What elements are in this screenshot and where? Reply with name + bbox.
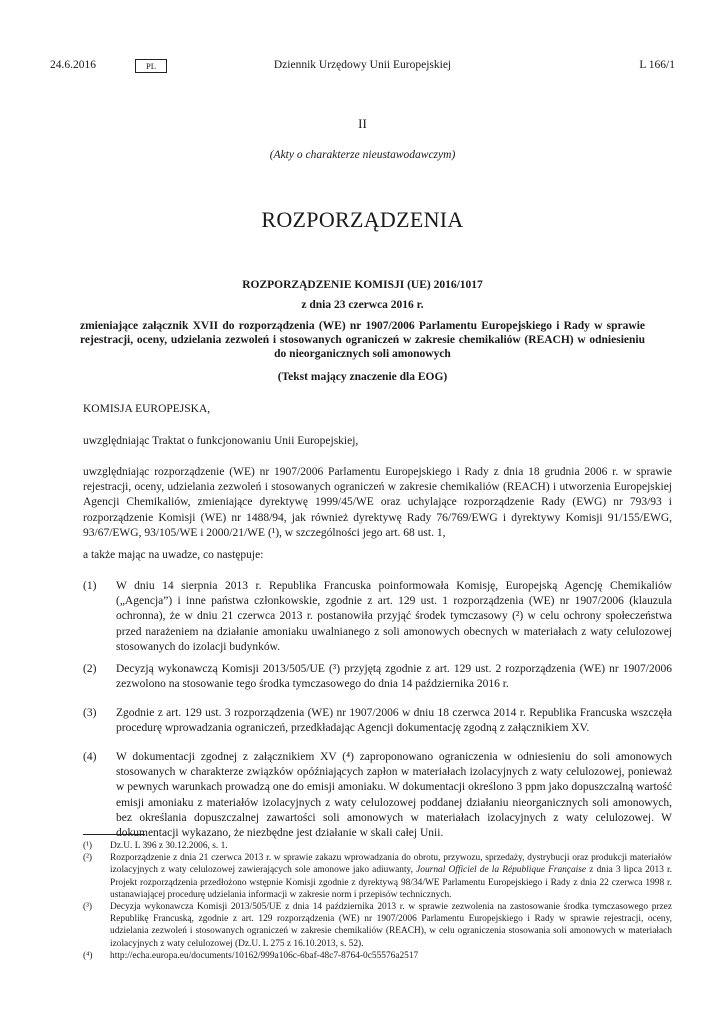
echa-document-link[interactable]: http://echa.europa.eu/documents/10162/999a106c-6baf-48c7-8764-0c55576a2517 xyxy=(110,950,419,961)
footnotes xyxy=(83,840,672,962)
footnote-marker: (¹) xyxy=(83,841,93,851)
footnote-4 xyxy=(83,950,672,962)
preamble-whereas: a także mając na uwadze, co następuje: xyxy=(83,549,264,561)
regulation-date: z dnia 23 czerwca 2016 r. xyxy=(301,299,424,311)
preamble-treaty: uwzględniając Traktat o funkcjonowaniu Unii Europejskiej, xyxy=(83,435,359,447)
recital-number: (4) xyxy=(83,751,97,763)
footnote-1: (¹) Dz.U. L 396 z 30.12.2006, s. 1. xyxy=(83,841,228,851)
footnote-2: (²) Rozporządzenie z dnia 21 czerwca 2013 r. w sprawie zakazu wprowadzania do obrotu, przywozu, sprzedaży, dystrybucji oraz produkcji materiałów izolacyjnych z waty celulozowej zawierających sole amonowe jako adiuwanty, Journal Officiel de la République Française z dnia 3 lipca 2013 r. Projekt rozporządzenia przedłożono wstępnie Komisji zgodnie z dyrektywą 98/34/WE Parlamentu Europejskiego i Rady z dnia 22 czerwca 1998 r. ustanawiającej procedurę udzielania informacji w zakresie norm i przepisów technicznych. xyxy=(83,853,673,900)
footnote-ref-4[interactable]: (⁴) xyxy=(342,751,354,763)
preamble-commission: KOMISJA EUROPEJSKA, xyxy=(83,403,211,415)
journal-officiel-title: Journal Officiel de la République Française xyxy=(416,865,587,876)
regulation-reference-end: , w szczególności jego art. 68 ust. 1, xyxy=(279,526,446,539)
footnote-ref-2[interactable]: (²) xyxy=(512,610,524,623)
regulation-subject: zmieniające załącznik XVII do rozporządzenia (WE) nr 1907/2006 Parlamentu Europejskiego i Rady w sprawie rejestracji, oceny, udzielania zezwoleń i stosowanych ograniczeń w zakresie chemikaliów (REACH) w odniesieniu do nieorganicznych soli amonowych xyxy=(80,320,645,360)
regulation-title: ROZPORZĄDZENIE KOMISJI (UE) 2016/1017 xyxy=(242,279,483,291)
recital-text: W dokumentacji zgodnej z załącznikiem XV (⁴) zaproponowano ograniczenia w odniesieniu do soli amonowych stosowanych w charakterze związków opóźniających zapłon w materiałach izolacyjnych z waty celulozowej, ponieważ w pewnych warunkach prowadzą one do emisji amoniaku. W dokumentacji określono 3 ppm jako dopuszczalną wartość emisji amoniaku z materiałów izolacyjnych z waty celulozowej poddanej działaniu nieorganicznych soli amonowych, bez określania dopuszczalnej zawartości soli amonowych w materiałach izolacyjnych z waty celulozowej. W dokumentacji wykazano, że niezbędne jest działanie w skali całej Unii. xyxy=(116,751,672,840)
footnote-marker: (²) xyxy=(83,853,93,864)
recital-text: W dniu 14 sierpnia 2013 r. Republika Francuska poinformowała Komisję, Europejską Agencję Chemikaliów („Agencja”) i inne państwa członkowskie, zgodnie z art. 129 ust. 1 rozporządzenia (WE) nr 1907/2006 (klauzula ochronna), że w dniu 21 czerwca 2013 r. postanowiła przyjąć środek tymczasowy (²) w celu ochrony społeczeństwa przed narażeniem na działanie amoniaku uwalnianego z soli amonowych obecnych w materiałach z waty celulozowej stosowanych do izolacji budynków. xyxy=(116,580,673,653)
footnote-separator xyxy=(83,834,145,835)
recital-number: (3) xyxy=(83,707,97,719)
recital-number: (2) xyxy=(83,663,97,675)
footnote-marker: (³) xyxy=(83,902,93,913)
eea-relevance-note: (Tekst mający znaczenie dla EOG) xyxy=(277,371,448,383)
footnote-3: (³) Decyzja wykonawcza Komisji 2013/505/UE z dnia 14 października 2013 r. w sprawie zezwolenia na zastosowanie środka tymczasowego przez Republikę Francuską, zgodnie z art. 129 rozporządzenia (WE) nr 1907/2006 Parlamentu Europejskiego i Rady w sprawie rejestracji, oceny, udzielania zezwoleń i stosowanych ograniczeń w zakresie chemikaliów (REACH), w celu ograniczenia stosowania soli amonowych w materiałach izolacyjnych z waty celulozowej (Dz.U. L 275 z 16.10.2013, s. 52). xyxy=(83,902,672,949)
acts-note: (Akty o charakterze nieustawodawczym) xyxy=(269,149,456,161)
recital-text: Decyzją wykonawczą Komisji 2013/505/UE (³) przyjętą zgodnie z art. 129 ust. 2 rozporządzenia (WE) nr 1907/2006 zezwolono na stosowanie tego środka tymczasowego do dnia 14 października 2016 r. xyxy=(116,663,673,691)
journal-title: Dziennik Urzędowy Unii Europejskiej xyxy=(273,59,452,71)
footnote-ref-1[interactable]: (¹) xyxy=(267,526,280,539)
header-date: 24.6.2016 xyxy=(50,59,96,71)
recital-number: (1) xyxy=(83,580,97,592)
footnote-ref-3[interactable]: (³) xyxy=(328,663,341,675)
recital-text: Zgodnie z art. 129 ust. 3 rozporządzenia (WE) nr 1907/2006 w dniu 18 czerwca 2014 r. Republika Francuska wszczęła procedurę wprowadzania ograniczeń, przedkładając Agencji dokumentację zgodną z załącznikiem XV. xyxy=(116,707,672,735)
language-badge: PL xyxy=(135,59,167,73)
footnote-marker: (⁴) xyxy=(83,950,93,961)
section-heading: ROZPORZĄDZENIA xyxy=(261,207,464,232)
regulation-reference-text: uwzględniając rozporządzenie (WE) nr 1907/2006 Parlamentu Europejskiego i Rady z dnia 18 grudnia 2006 r. w sprawie rejestracji, oceny, udzielania zezwoleń i stosowanych ograniczeń w zakresie chemikaliów (REACH) i utworzenia Europejskiej Agencji Chemikaliów, zmieniające dyrektywę 1999/45/WE oraz uchylające rozporządzenie Rady (EWG) nr 793/93 i rozporządzenie Komisji (WE) nr 1488/94, jak również dyrektywę Rady 76/769/EWG i dyrektywy Komisji 91/155/EWG, 93/67/EWG, 93/105/WE i 2000/21/WE xyxy=(83,466,672,539)
section-roman-numeral: II xyxy=(358,116,367,131)
page-number: L 166/1 xyxy=(639,59,675,71)
preamble-regulation-reference xyxy=(83,465,672,541)
